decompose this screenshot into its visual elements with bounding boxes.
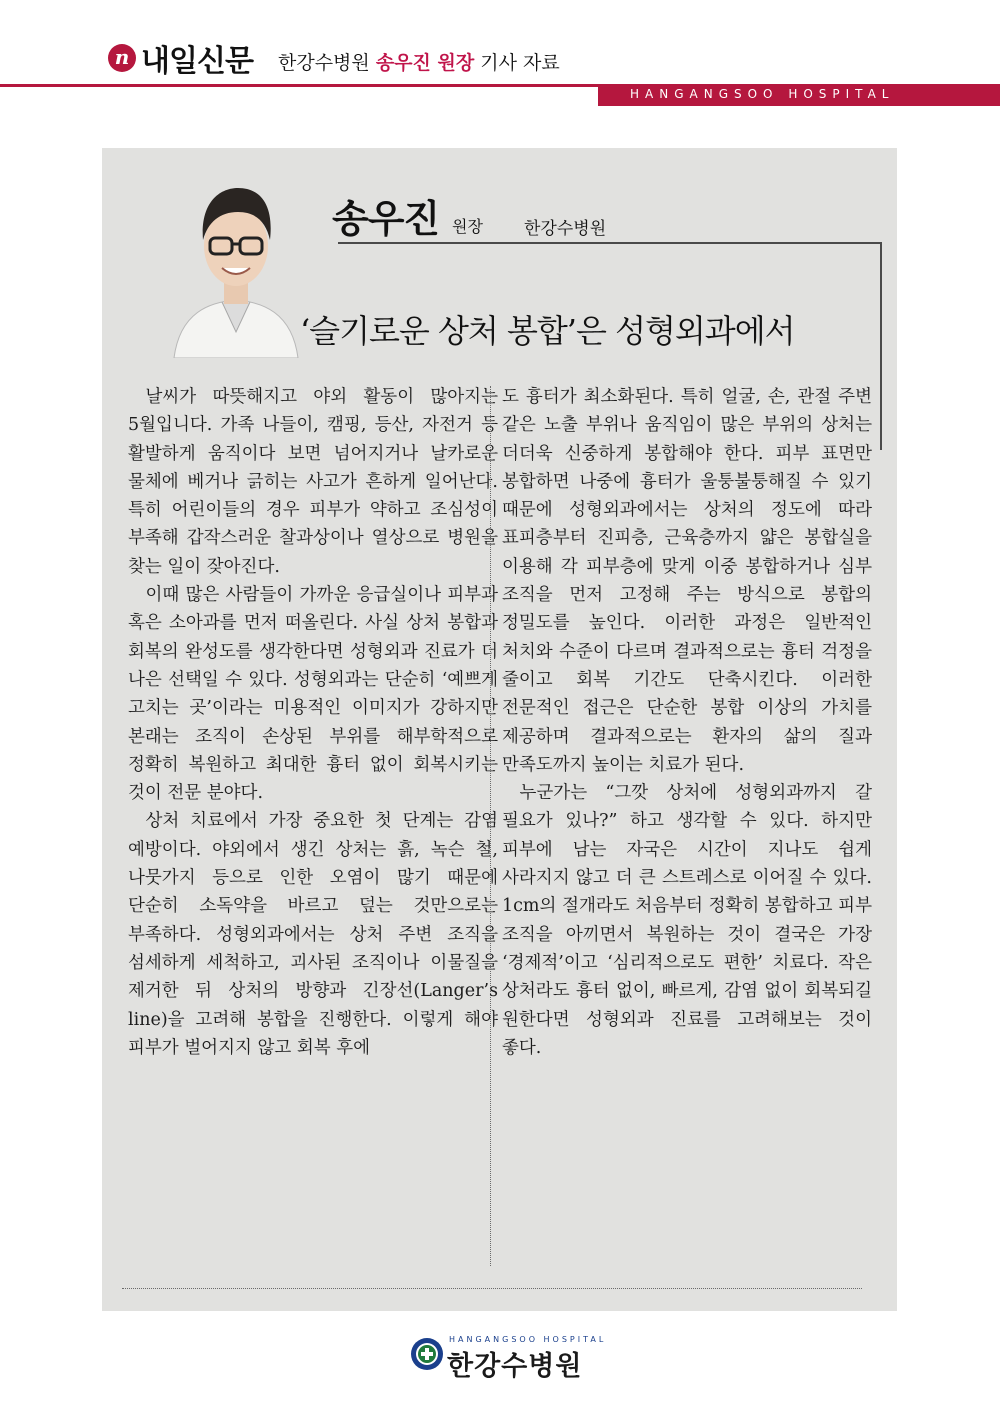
author-title: 원장 [452,217,483,236]
footer-hospital-en: HANGANGSOO HOSPITAL [449,1335,607,1344]
article-column-left [128,383,498,1062]
author-hospital: 한강수병원 [524,219,607,239]
author-portrait [170,162,302,358]
column-divider [490,386,491,1266]
paragraph: 이때 많은 사람들이 가까운 응급실이나 피부과 혹은 소아과를 먼저 떠올린다. 사실 상처 봉합과 회복의 완성도를 생각한다면 성형외과 진료가 더 나은 선택일 수 있다. 성형외과는 단순히 ‘예쁘게 고치는 곳’이라는 미용적인 이미지가 강하지만 본래는 조직이 손상된 부위를 해부학적으로 정확히 복원하고 최대한 흉터 없이 회복시키는 것이 전문 분야다. [128,585,498,804]
paragraph: 도 흉터가 최소화된다. 특히 얼굴, 손, 관절 주변 같은 노출 부위나 움직임이 많은 부위의 상처는 더더욱 신중하게 봉합해야 한다. 피부 표면만 봉합하면 나중에 흉터가 울퉁불퉁해질 수 있기 때문에 성형외과에서는 상처의 정도에 따라 표피층부터 진피층, 근육층까지 얇은 봉합실을 이용해 각 피부층에 맞게 이중 봉합하거나 심부 조직을 먼저 고정해 주는 방식으로 봉합의 정밀도를 높인다. 이러한 과정은 일반적인 처치와 수준이 다르며 결과적으로는 흉터 걱정을 줄이고 회복 기간도 단축시킨다. 이러한 전문적인 접근은 단순한 봉합 이상의 가치를 제공하며 결과적으로는 환자의 삶의 질과 만족도까지 높이는 치료가 된다. [502,387,872,775]
newspaper-logo-icon: n [108,44,136,72]
header-caption [278,48,560,75]
paragraph: 누군가는 “그깟 상처에 성형외과까지 갈 필요가 있나?” 하고 생각할 수 있다. 하지만 피부에 남는 자국은 시간이 지나도 쉽게 사라지지 않고 더 큰 스트레스로 이어질 수 있다. 1cm의 절개라도 처음부터 정확히 봉합하고 피부 조직을 아끼면서 복원하는 것이 결국은 가장 ‘경제적’이고 ‘심리적으로도 편한’ 치료다. 작은 상처라도 흉터 없이, 빠르게, 감염 없이 회복되길 원한다면 성형외과 진료를 고려해보는 것이 좋다. [502,783,872,1058]
newspaper-name: 내일신문 [141,44,253,79]
footer-hospital-name: 한강수병원 [447,1351,583,1382]
title-frame-right [880,242,882,450]
author-name: 송우진 [332,197,440,241]
clipping-bottom-rule [122,1288,862,1289]
article-headline: ‘슬기로운 상처 봉합’은 성형외과에서 [300,312,795,350]
newspaper-clipping [102,148,897,1311]
header-hospital-en: HANGANGSOO HOSPITAL [630,87,895,101]
page-header [0,0,1000,110]
header-hospital: 한강수병원 [278,52,370,74]
hospital-emblem-icon [410,1337,444,1371]
title-frame-top [338,242,880,244]
header-suffix: 기사 자료 [480,52,560,74]
paragraph: 상처 치료에서 가장 중요한 첫 단계는 감염 예방이다. 야외에서 생긴 상처는 흙, 녹슨 철, 나뭇가지 등으로 인한 오염이 많기 때문에 단순히 소독약을 바르고 덮는 것만으로는 부족하다. 성형외과에서는 상처 주변 조직을 섬세하게 세척하고, 괴사된 조직이나 이물질을 제거한 뒤 상처의 방향과 긴장선(Langer’s line)을 고려해 봉합을 진행한다. 이렇게 해야 피부가 벌어지지 않고 회복 후에 [128,811,498,1058]
header-author-highlight: 송우진 원장 [375,52,475,74]
paragraph: 날씨가 따뜻해지고 야외 활동이 많아지는 5월입니다. 가족 나들이, 캠핑, 등산, 자전거 등 활발하게 움직이다 보면 넘어지거나 날카로운 물체에 베거나 긁히는 사고가 흔하게 일어난다. 특히 어린이들의 경우 피부가 약하고 조심성이 부족해 갑작스러운 찰과상이나 열상으로 병원을 찾는 일이 잦아진다. [128,387,498,577]
article-column-right [502,383,872,1062]
